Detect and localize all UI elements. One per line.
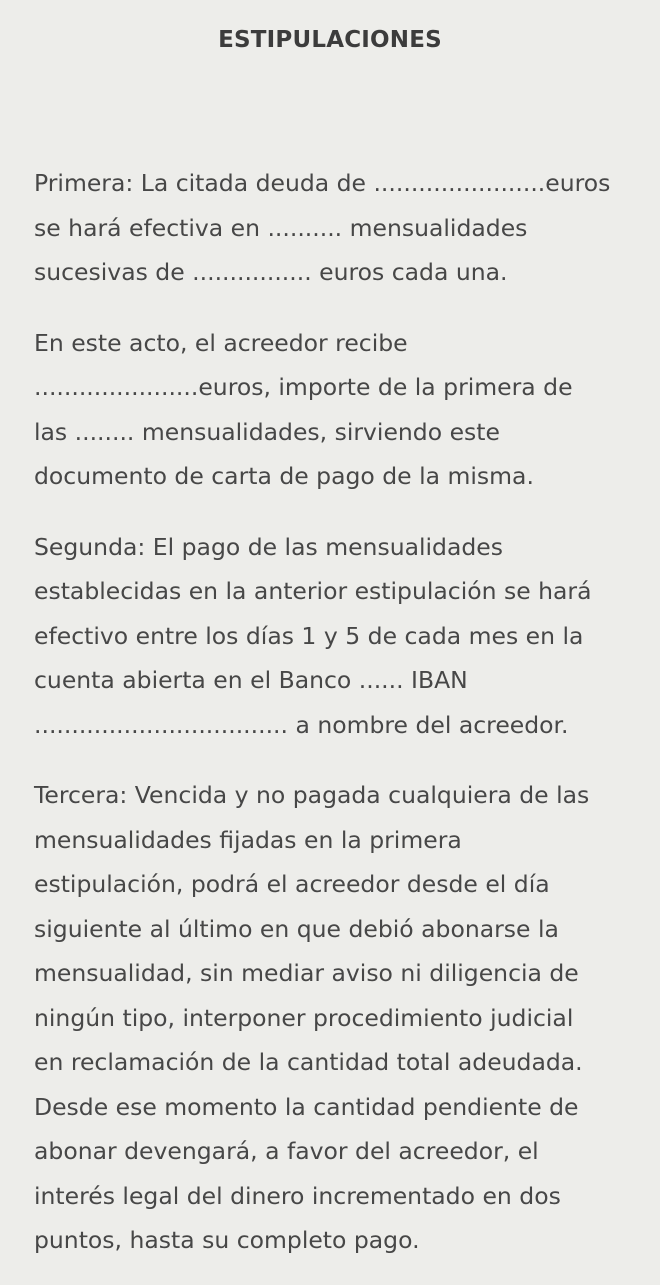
stipulation-primera-payment: En este acto, el acreedor recibe ......................euros, importe de la primera de las ........ mensualidades, sirviendo este documento de carta de pago de la misma. bbox=[34, 328, 573, 490]
stipulation-segunda: Segunda: El pago de las mensualidades establecidas en la anterior estipulación se hará efectivo entre los días 1 y 5 de cada mes en la cuenta abierta en el Banco ...... IBAN .................................. a nombre del acreedor. bbox=[34, 532, 592, 739]
stipulation-primera: Primera: La citada deuda de .......................euros se hará efectiva en .......... mensualidades sucesivas de ................ euros cada una. bbox=[34, 169, 611, 286]
section-title: ESTIPULACIONES bbox=[218, 27, 442, 53]
stipulation-tercera: Tercera: Vencida y no pagada cualquiera de las mensualidades fijadas en la primera estipulación, podrá el acreedor desde el día siguiente al último en que debió abonarse la mensualidad, sin mediar aviso ni diligencia de ningún tipo, interponer procedimiento judicial en reclamación de la cantidad total adeudada. Desde ese momento la cantidad pendiente de abonar devengará, a favor del acreedor, el interés legal del dinero incrementado en dos puntos, hasta su completo pago. bbox=[34, 781, 590, 1254]
stipulations-body bbox=[34, 161, 626, 1263]
